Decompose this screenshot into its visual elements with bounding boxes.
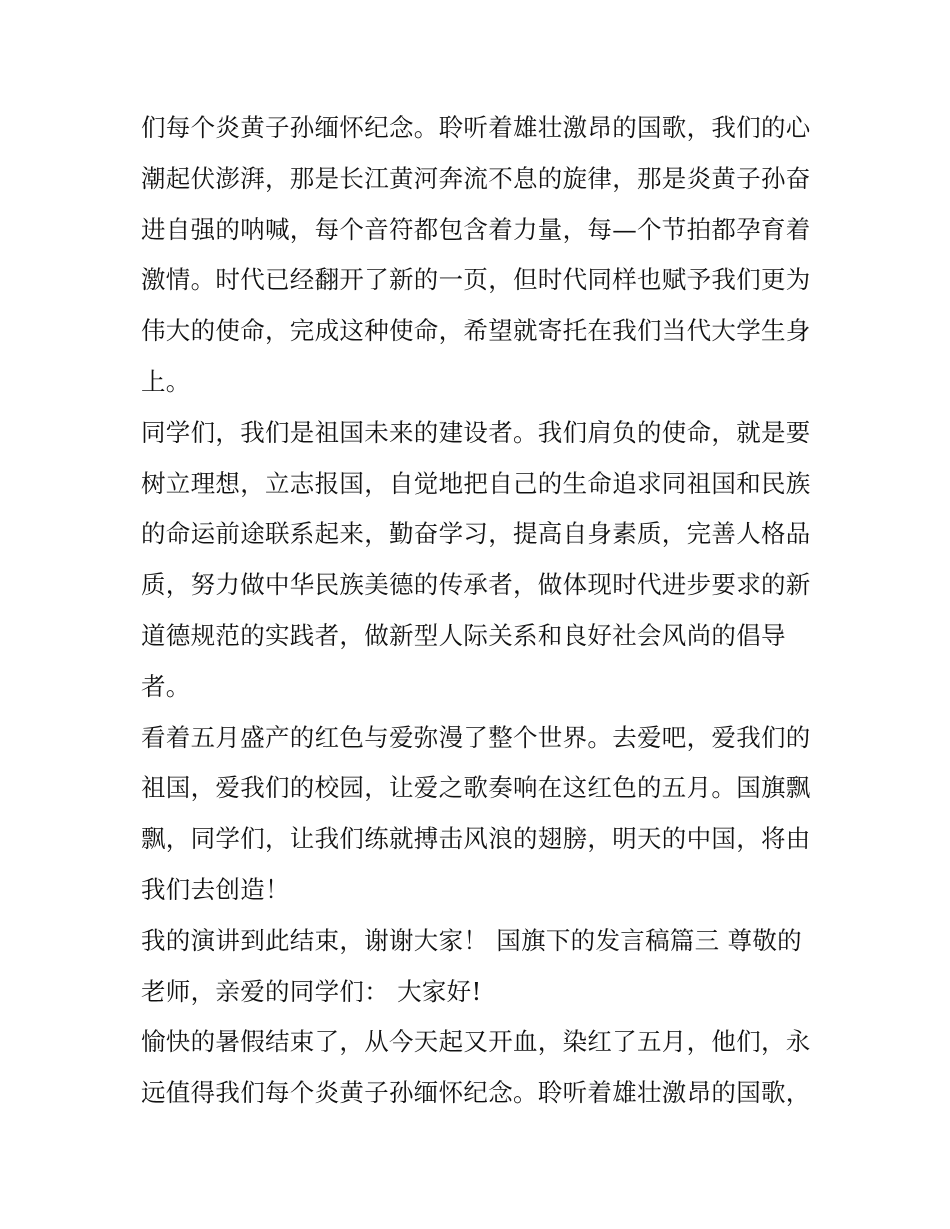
text-line: 上。: [141, 366, 191, 396]
text-line: 老师，亲爱的同学们： 大家好!: [141, 976, 482, 1006]
text-line: 我的演讲到此结束，谢谢大家！ 国旗下的发言稿篇三 尊敬的: [141, 925, 802, 955]
text-line: 激情。时代已经翻开了新的一页，但时代同样也赋予我们更为: [141, 265, 811, 295]
text-line: 进自强的呐喊，每个音符都包含着力量，每—个节拍都孕育着: [141, 214, 811, 244]
text-line: 看着五月盛产的红色与爱弥漫了整个世界。去爱吧，爱我们的: [141, 722, 811, 752]
text-line: 同学们，我们是祖国未来的建设者。我们肩负的使命，就是要: [141, 417, 811, 447]
text-line: 们每个炎黄子孙缅怀纪念。聆听着雄壮激昂的国歌，我们的心: [141, 113, 811, 142]
body-text: [141, 103, 821, 1119]
text-line: 的命运前途联系起来，勤奋学习，提高自身素质，完善人格品: [141, 519, 811, 549]
text-line: 伟大的使命，完成这种使命，希望就寄托在我们当代大学生身: [141, 316, 811, 346]
text-line: 质，努力做中华民族美德的传承者，做体现时代进步要求的新: [141, 570, 811, 600]
text-line: 潮起伏澎湃，那是长江黄河奔流不息的旋律，那是炎黄子孙奋: [141, 163, 811, 193]
text-line: 道德规范的实践者，做新型人际关系和良好社会风尚的倡导: [141, 620, 786, 650]
text-line: 祖国，爱我们的校园，让爱之歌奏响在这红色的五月。国旗飘: [141, 773, 811, 803]
text-line: 树立理想，立志报国，自觉地把自己的生命追求同祖国和民族: [141, 468, 811, 498]
text-line: 愉快的暑假结束了，从今天起又开血，染红了五月，他们，永: [141, 1027, 811, 1057]
text-line: 者。: [141, 671, 191, 701]
text-line: 飘，同学们，让我们练就搏击风浪的翅膀，明天的中国，将由: [141, 824, 811, 854]
text-line: 远值得我们每个炎黄子孙缅怀纪念。聆听着雄壮激昂的国歌，: [141, 1078, 811, 1108]
text-line: 我们去创造！: [141, 874, 290, 904]
